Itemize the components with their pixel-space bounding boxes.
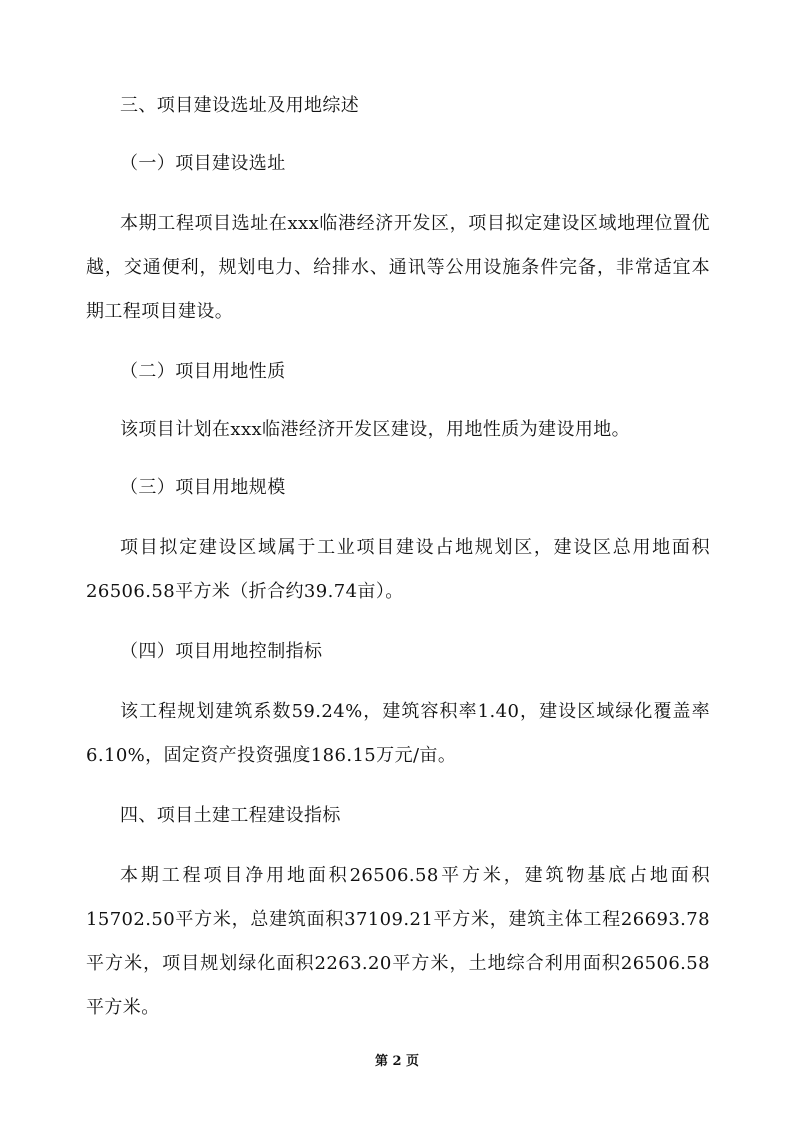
body-paragraph: 该工程规划建筑系数59.24%，建筑容积率1.40，建设区域绿化覆盖率6.10%，固定资产投资强度186.15万元/亩。 [86,701,710,766]
body-paragraph: 本期工程项目净用地面积26506.58平方米，建筑物基底占地面积15702.50平方米，总建筑面积37109.21平方米，建筑主体工程26693.78平方米，项目规划绿化面积2263.20平方米，土地综合利用面积26506.58平方米。 [86,865,710,1018]
subsection-heading: （四）项目用地控制指标 [120,641,323,662]
body-paragraph: 该项目计划在xxx临港经济开发区建设，用地性质为建设用地。 [120,419,631,440]
section-heading: 三、项目建设选址及用地综述 [120,95,360,116]
body-paragraph: 项目拟定建设区域属于工业项目建设占地规划区，建设区总用地面积26506.58平方米（折合约39.74亩）。 [86,537,710,602]
body-paragraph: 本期工程项目选址在xxx临港经济开发区，项目拟定建设区域地理位置优越，交通便利，规划电力、给排水、通讯等公用设施条件完备，非常适宜本期工程项目建设。 [86,213,710,322]
page-number: 第 2 页 [374,1054,420,1069]
subsection-heading: （二）项目用地性质 [120,361,286,382]
subsection-heading: （一）项目建设选址 [120,153,286,174]
section-heading: 四、项目土建工程建设指标 [120,805,341,826]
subsection-heading: （三）项目用地规模 [120,477,286,498]
